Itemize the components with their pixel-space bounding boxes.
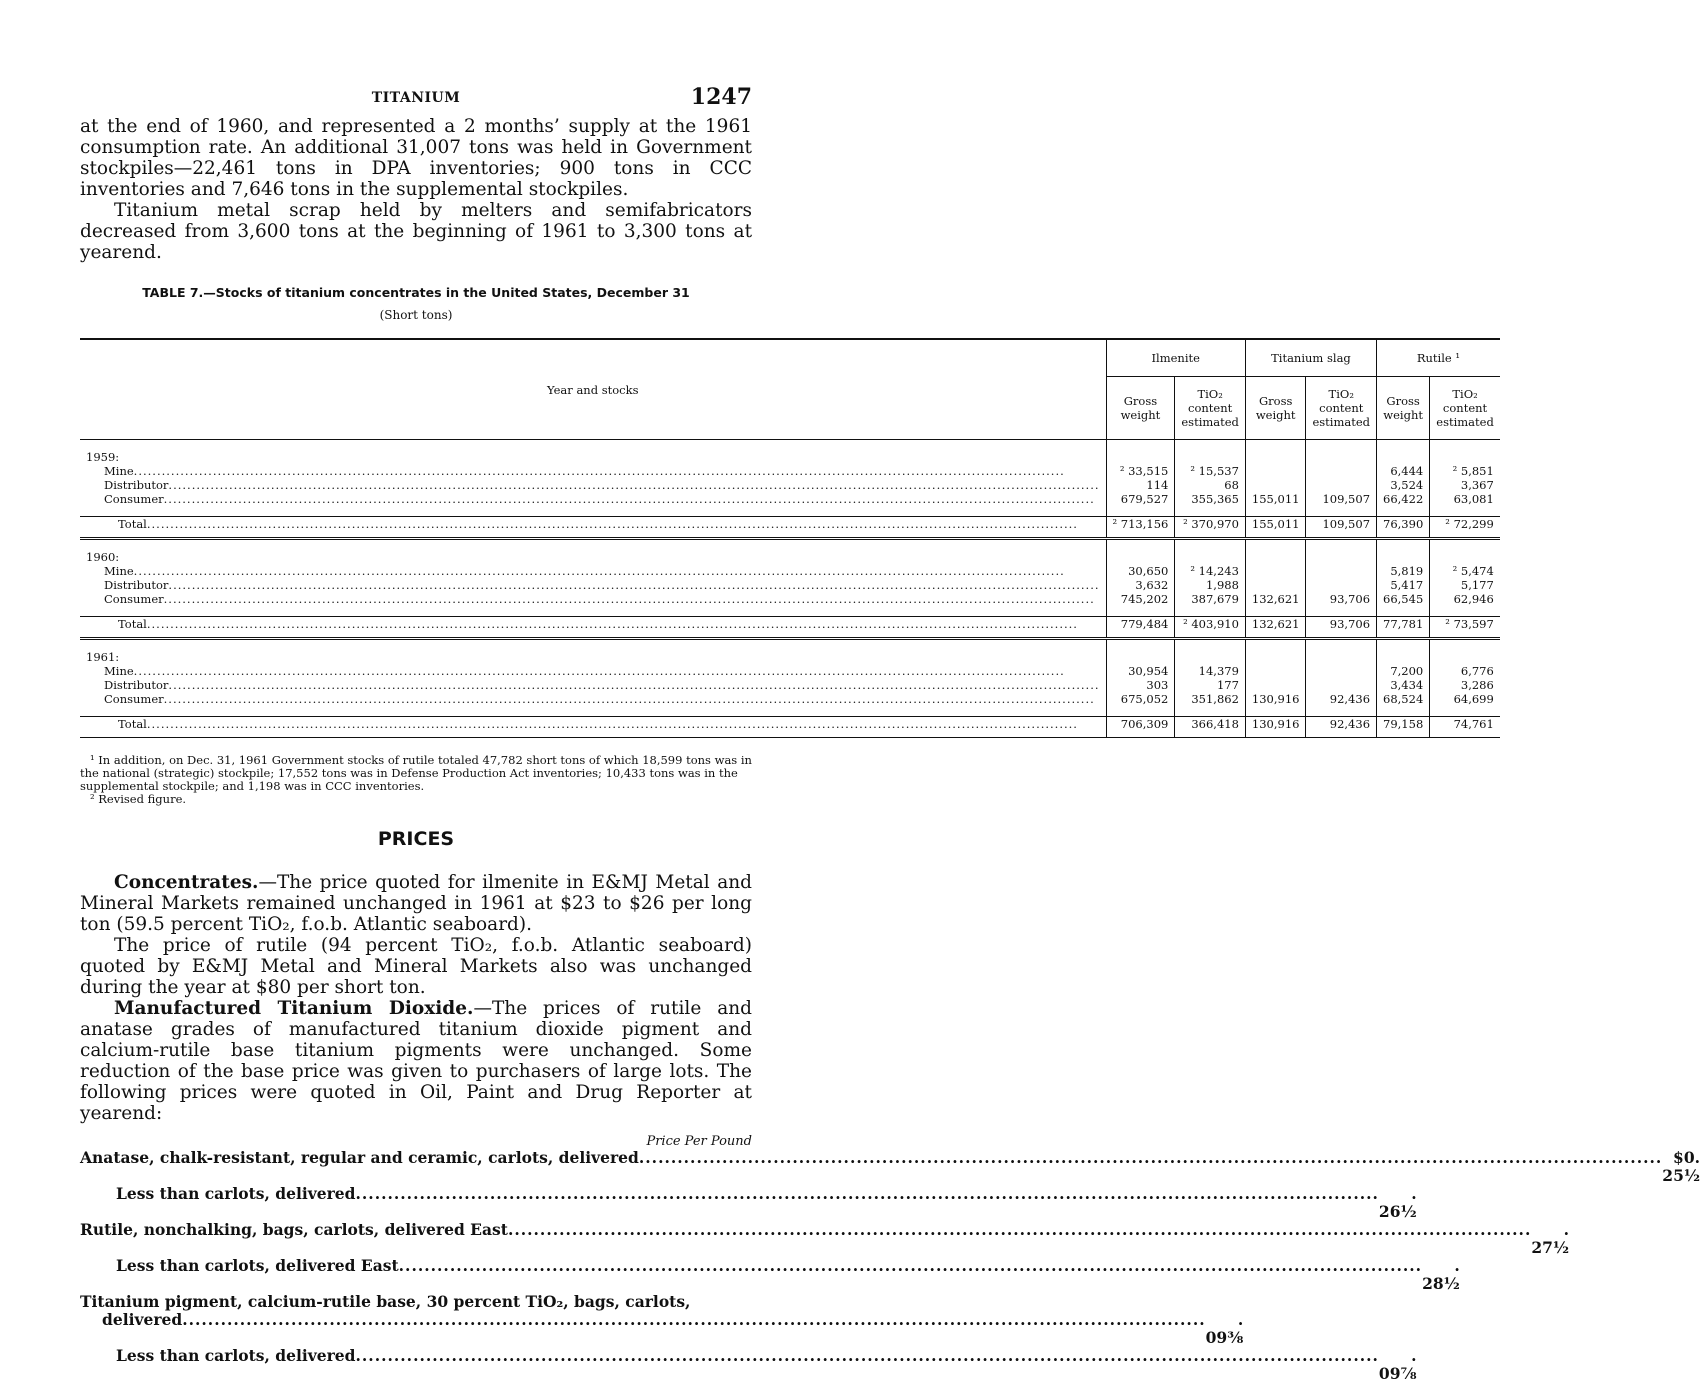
table-cell: 92,436 — [1306, 717, 1377, 732]
subheader-ilmenite-gross: Gross weight — [1106, 377, 1175, 440]
table-cell: 351,862 — [1175, 692, 1246, 706]
price-item-label — [80, 1293, 690, 1311]
table-cell: 130,916 — [1245, 717, 1306, 732]
table-cell: 706,309 — [1106, 717, 1175, 732]
table-row — [80, 564, 1500, 578]
leader-dots: ................................................................................................................................................................ — [638, 1148, 1663, 1167]
row-label — [80, 617, 1106, 632]
table-caption: TABLE 7.—Stocks of titanium concentrates in the United States, December 31 — [142, 285, 690, 300]
dioxide-text: —The prices of rutile and anatase grades of manufactured titanium dioxide pigment and calcium-rutile base titanium pigments were unchanged. Some reduction of the base price was given to purchasers of large lots. The following prices were quoted in Oil, Paint and Drug Reporter at yearend: — [80, 998, 752, 1124]
table-cell — [1245, 464, 1306, 478]
row-label — [80, 664, 1106, 678]
table-cell: 68,524 — [1377, 692, 1430, 706]
row-label-text: Distributor — [104, 678, 169, 692]
row-label — [80, 478, 1106, 492]
table-cell: 177 — [1175, 678, 1246, 692]
price-item — [80, 1293, 752, 1311]
table-cell — [1306, 578, 1377, 592]
table-cell: 93,706 — [1306, 617, 1377, 632]
row-label-text: Total — [118, 617, 147, 631]
price-item-label — [80, 1257, 1422, 1275]
leader-dots: ................................................................................................................................................................ — [398, 1256, 1423, 1275]
row-label — [80, 464, 1106, 478]
group-titanium-slag: Titanium slag — [1245, 339, 1376, 377]
price-item-label — [80, 1311, 1206, 1329]
row-label — [80, 678, 1106, 692]
price-item-label — [80, 1221, 1531, 1239]
table-cell: 3,524 — [1377, 478, 1430, 492]
leader-dots: ........................................................................................................................................................................................................ — [133, 464, 1065, 478]
table-cell: 355,365 — [1175, 492, 1246, 506]
leader-dots: ........................................................................................................................................................................................................ — [133, 664, 1065, 678]
table-cell: 5,417 — [1377, 578, 1430, 592]
table-cell: 6,444 — [1377, 464, 1430, 478]
table-cell — [1245, 564, 1306, 578]
table-row — [80, 478, 1500, 492]
table-row — [80, 692, 1500, 706]
table-cell — [1306, 464, 1377, 478]
table-row — [80, 678, 1500, 692]
leader-dots: ........................................................................................................................................................................................................ — [163, 492, 1095, 506]
price-item-label-text: Less than carlots, delivered — [116, 1184, 356, 1203]
table-cell: 6,776 — [1430, 664, 1500, 678]
table-cell: 132,621 — [1245, 617, 1306, 632]
concentrates-paragraph — [80, 872, 752, 935]
subheader-ilmenite-tio2: TiO₂ content estimated — [1175, 377, 1246, 440]
table-cell: 30,650 — [1106, 564, 1175, 578]
table-cell: 74,761 — [1430, 717, 1500, 732]
table-cell — [1306, 564, 1377, 578]
row-label — [80, 492, 1106, 506]
table-cell: 679,527 — [1106, 492, 1175, 506]
table-cell — [1306, 478, 1377, 492]
table-cell: 1,988 — [1175, 578, 1246, 592]
row-label-text: Mine — [104, 564, 134, 578]
subheader-rutile-gross: Gross weight — [1377, 377, 1430, 440]
table-cell: 92,436 — [1306, 692, 1377, 706]
price-item — [80, 1148, 1700, 1185]
table-cell: ² 72,299 — [1430, 517, 1500, 532]
price-item — [80, 1310, 1244, 1347]
leader-dots: ........................................................................................................................................................................................................ — [168, 678, 1100, 692]
subheader-slag-gross: Gross weight — [1245, 377, 1306, 440]
table-cell: 66,545 — [1377, 592, 1430, 606]
table-cell: 63,081 — [1430, 492, 1500, 506]
table-cell: 303 — [1106, 678, 1175, 692]
row-label-text: Total — [118, 717, 147, 731]
table-cell: 3,286 — [1430, 678, 1500, 692]
table-cell: 77,781 — [1377, 617, 1430, 632]
price-item-label — [80, 1149, 1662, 1167]
table-row — [80, 592, 1500, 606]
price-item — [80, 1220, 1570, 1257]
table-cell — [1245, 664, 1306, 678]
row-label-text: Mine — [104, 664, 134, 678]
year-row — [80, 650, 1500, 664]
price-item-value: . 26½ — [1378, 1184, 1417, 1221]
table-cell: 109,507 — [1306, 517, 1377, 532]
table-cell: ² 73,597 — [1430, 617, 1500, 632]
price-item — [80, 1346, 1417, 1383]
table-cell: 64,699 — [1430, 692, 1500, 706]
price-item — [80, 1184, 1417, 1221]
row-label-text: Consumer — [104, 692, 164, 706]
row-label-text: Distributor — [104, 578, 169, 592]
table-row — [80, 492, 1500, 506]
row-label-text: 1960: — [86, 550, 120, 564]
stocks-table-body — [80, 440, 1500, 739]
price-item-label-text: Titanium pigment, calcium-rutile base, 30 percent TiO₂, bags, carlots, — [80, 1292, 691, 1311]
prices-heading: PRICES — [377, 828, 455, 850]
row-label — [80, 517, 1106, 532]
leader-dots: ........................................................................................................................................................................................................ — [146, 717, 1078, 731]
price-item-value: . 28½ — [1422, 1256, 1460, 1293]
price-item-label-text: Less than carlots, delivered East — [116, 1256, 399, 1275]
leader-dots: ................................................................................................................................................................ — [355, 1184, 1379, 1203]
stub-header: Year and stocks — [80, 339, 1106, 440]
group-rutile: Rutile ¹ — [1377, 339, 1500, 377]
table-cell: 387,679 — [1175, 592, 1246, 606]
price-column-header: Price Per Pound — [646, 1134, 752, 1149]
concentrates-text: —The price quoted for ilmenite in E&MJ Metal and Mineral Markets remained unchanged in 1961 at $23 to $26 per long ton (59.5 percent TiO₂, f.o.b. Atlantic seaboard). — [80, 872, 752, 935]
price-item-label-text: Anatase, chalk-resistant, regular and ceramic, carlots, delivered — [80, 1148, 639, 1167]
price-item-label-text: Rutile, nonchalking, bags, carlots, delivered East — [80, 1220, 508, 1239]
table-cell: 3,434 — [1377, 678, 1430, 692]
leader-dots: ........................................................................................................................................................................................................ — [163, 592, 1095, 606]
total-row — [80, 517, 1500, 532]
table-cell: 68 — [1175, 478, 1246, 492]
total-row — [80, 617, 1500, 632]
table-cell: 30,954 — [1106, 664, 1175, 678]
row-label-text: Consumer — [104, 492, 164, 506]
table-cell: 62,946 — [1430, 592, 1500, 606]
table-cell: 76,390 — [1377, 517, 1430, 532]
row-label-text: 1961: — [86, 650, 120, 664]
table-cell: 745,202 — [1106, 592, 1175, 606]
table-footnotes — [80, 754, 752, 806]
row-label — [80, 692, 1106, 706]
table-cell: 7,200 — [1377, 664, 1430, 678]
table-cell: ² 14,243 — [1175, 564, 1246, 578]
row-label — [80, 550, 1106, 564]
table-cell: 5,819 — [1377, 564, 1430, 578]
price-item-label-text: Less than carlots, delivered — [116, 1346, 356, 1365]
intro-paragraph-2: Titanium metal scrap held by melters and semifabricators decreased from 3,600 tons at the beginning of 1961 to 3,300 tons at yearend. — [80, 200, 752, 263]
leader-dots: ........................................................................................................................................................................................................ — [163, 692, 1095, 706]
table-units: (Short tons) — [379, 308, 453, 322]
table-cell: 3,367 — [1430, 478, 1500, 492]
year-row — [80, 550, 1500, 564]
table-cell: 79,158 — [1377, 717, 1430, 732]
row-label — [80, 578, 1106, 592]
table-cell: 14,379 — [1175, 664, 1246, 678]
running-title: TITANIUM — [371, 90, 461, 106]
table-cell — [1306, 678, 1377, 692]
leader-dots: ................................................................................................................................................................ — [507, 1220, 1532, 1239]
price-item-value: . 09⅜ — [1205, 1310, 1244, 1347]
table-cell: 130,916 — [1245, 692, 1306, 706]
price-item-label-text: delivered — [102, 1310, 183, 1329]
leader-dots: ........................................................................................................................................................................................................ — [168, 478, 1100, 492]
table-cell: 132,621 — [1245, 592, 1306, 606]
table-cell — [1245, 478, 1306, 492]
price-item-label — [80, 1185, 1379, 1203]
leader-dots: ........................................................................................................................................................................................................ — [133, 564, 1065, 578]
row-label-text: Consumer — [104, 592, 164, 606]
table-cell: ² 713,156 — [1106, 517, 1175, 532]
subheader-slag-tio2: TiO₂ content estimated — [1306, 377, 1377, 440]
table-cell: 93,706 — [1306, 592, 1377, 606]
dioxide-paragraph — [80, 998, 752, 1124]
table-cell: 366,418 — [1175, 717, 1246, 732]
leader-dots: ................................................................................................................................................................ — [355, 1346, 1379, 1365]
row-label — [80, 592, 1106, 606]
table-cell: 114 — [1106, 478, 1175, 492]
table-row — [80, 664, 1500, 678]
table-cell: 5,177 — [1430, 578, 1500, 592]
table-cell — [1245, 678, 1306, 692]
table-row — [80, 464, 1500, 478]
table-cell: ² 403,910 — [1175, 617, 1246, 632]
row-label-text: Total — [118, 517, 147, 531]
dioxide-head: Manufactured Titanium Dioxide. — [114, 998, 474, 1019]
leader-dots: ........................................................................................................................................................................................................ — [168, 578, 1100, 592]
running-header — [80, 82, 752, 116]
row-label-text: Distributor — [104, 478, 169, 492]
total-row — [80, 717, 1500, 732]
row-label — [80, 717, 1106, 732]
price-item — [80, 1256, 1460, 1293]
leader-dots: ........................................................................................................................................................................................................ — [146, 617, 1078, 631]
table-cell — [1306, 664, 1377, 678]
table-cell: 66,422 — [1377, 492, 1430, 506]
table-cell: ² 5,851 — [1430, 464, 1500, 478]
footnote-2: ² Revised figure. — [90, 792, 187, 806]
price-item-value: . 09⅞ — [1378, 1346, 1417, 1383]
table-cell: 779,484 — [1106, 617, 1175, 632]
table-cell — [1245, 578, 1306, 592]
leader-dots: ................................................................................................................................................................ — [182, 1310, 1206, 1329]
table-row — [80, 578, 1500, 592]
row-label-text: Mine — [104, 464, 134, 478]
price-item-value: $0. 25½ — [1662, 1148, 1700, 1185]
group-ilmenite: Ilmenite — [1106, 339, 1245, 377]
table-cell: 3,632 — [1106, 578, 1175, 592]
row-label — [80, 650, 1106, 664]
stocks-table — [80, 338, 1500, 738]
table-cell: ² 5,474 — [1430, 564, 1500, 578]
table-cell: 675,052 — [1106, 692, 1175, 706]
table-cell: 109,507 — [1306, 492, 1377, 506]
subheader-rutile-tio2: TiO₂ content estimated — [1430, 377, 1500, 440]
table-cell: 155,011 — [1245, 517, 1306, 532]
footnote-1: ¹ In addition, on Dec. 31, 1961 Government stocks of rutile totaled 47,782 short tons of which 18,599 tons was in the national (strategic) stockpile; 17,552 tons was in Defense Production Act inventories; 10,433 tons was in the supplemental stockpile; and 1,198 was in CCC inventories. — [80, 753, 752, 793]
intro-paragraph-1: at the end of 1960, and represented a 2 months’ supply at the 1961 consumption rate. An additional 31,007 tons was held in Government stockpiles—22,461 tons in DPA inventories; 900 tons in CCC inventories and 7,646 tons in the supplemental stockpiles. — [80, 116, 752, 200]
row-label — [80, 450, 1106, 464]
table-cell: ² 15,537 — [1175, 464, 1246, 478]
row-label — [80, 564, 1106, 578]
rutile-paragraph: The price of rutile (94 percent TiO₂, f.o.b. Atlantic seaboard) quoted by E&MJ Metal and Mineral Markets also was unchanged during the year at $80 per short ton. — [80, 935, 752, 998]
leader-dots: ........................................................................................................................................................................................................ — [146, 517, 1078, 531]
row-label-text: 1959: — [86, 450, 120, 464]
table-cell: 155,011 — [1245, 492, 1306, 506]
document-page — [80, 82, 1700, 1383]
table-cell: ² 33,515 — [1106, 464, 1175, 478]
year-row — [80, 450, 1500, 464]
concentrates-head: Concentrates. — [114, 872, 259, 893]
table-cell: ² 370,970 — [1175, 517, 1246, 532]
price-item-value: . 27½ — [1531, 1220, 1570, 1257]
page-number: 1247 — [690, 84, 752, 110]
price-list — [80, 1148, 1700, 1383]
price-item-label — [80, 1347, 1379, 1365]
